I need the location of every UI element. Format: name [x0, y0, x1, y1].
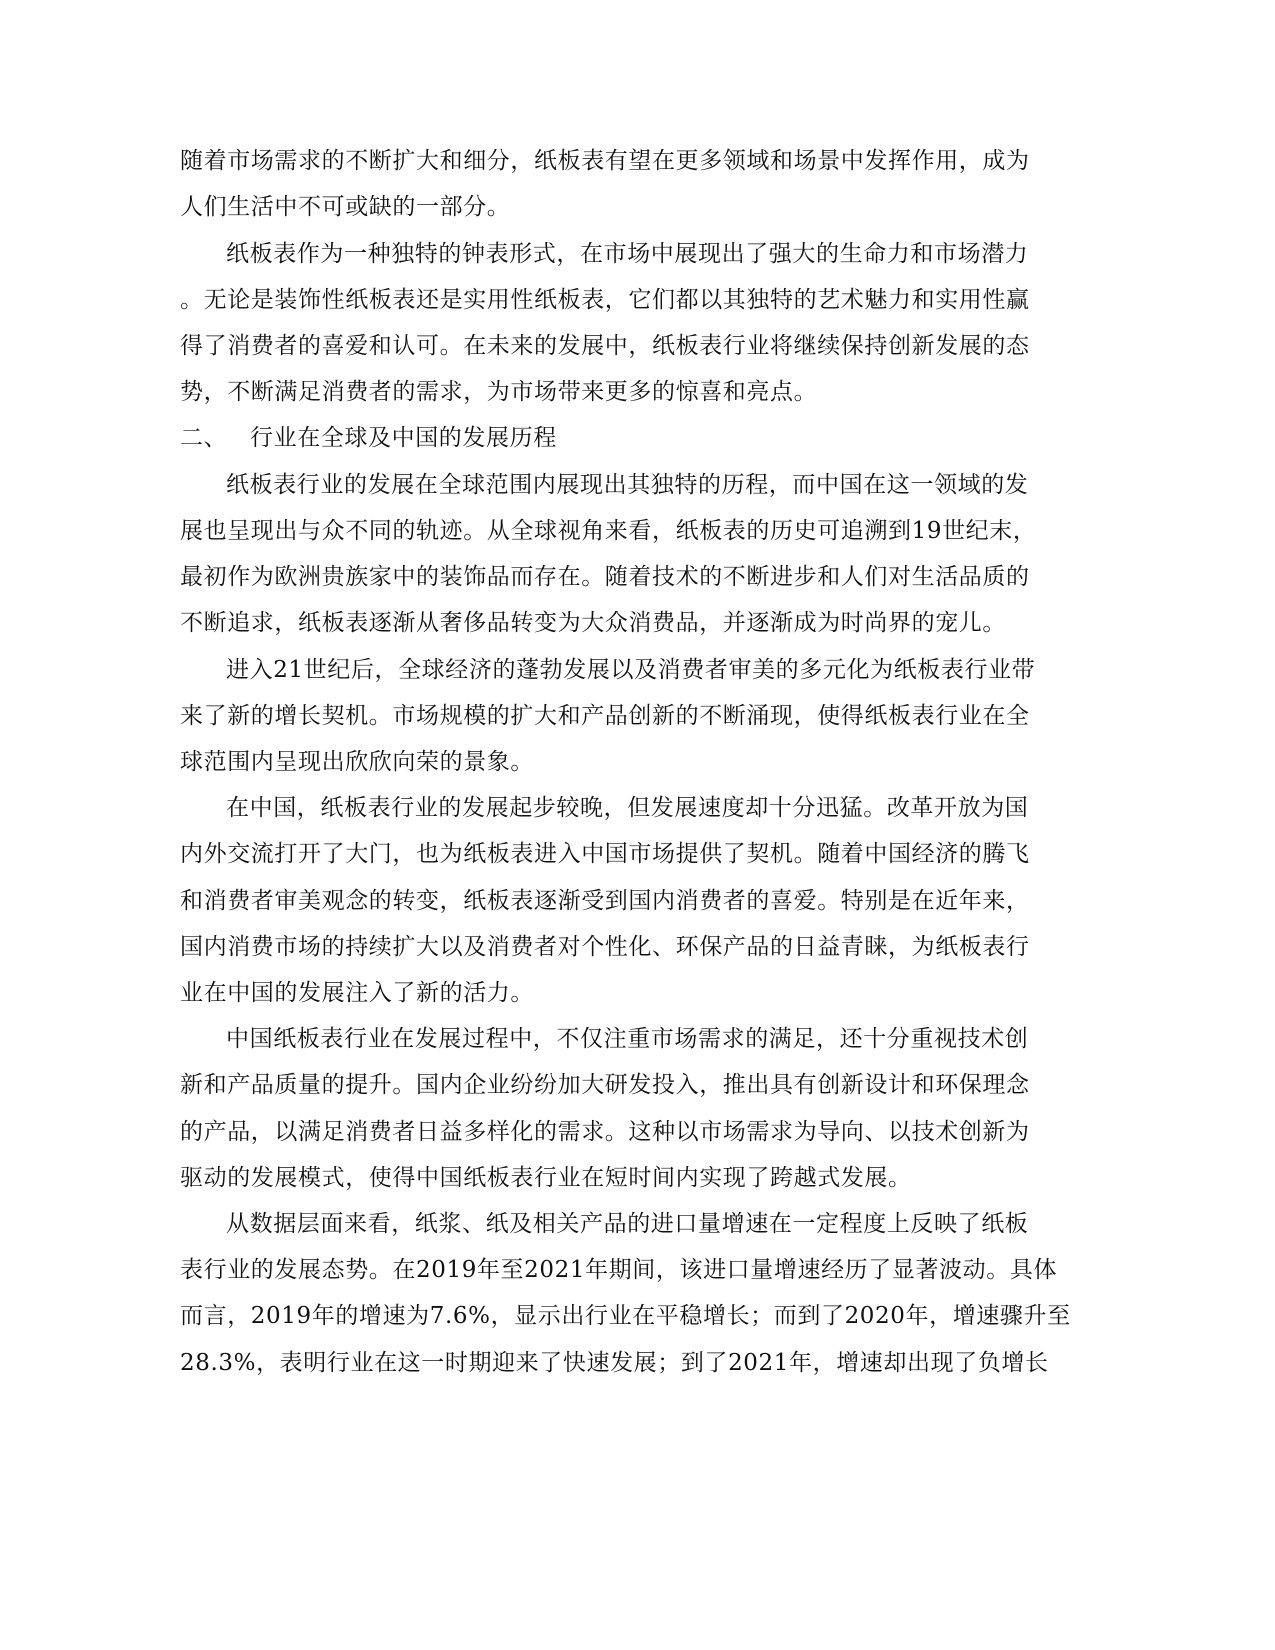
paragraph-3-line-3: 最初作为欧洲贵族家中的装饰品而存在。随着技术的不断进步和人们对生活品质的: [180, 564, 1030, 590]
paragraph-6-line-1: 中国纸板表行业在发展过程中，不仅注重市场需求的满足，还十分重视技术创: [226, 1026, 1029, 1052]
paragraph-7-line-4: 28.3%，表明行业在这一时期迎来了快速发展；到了2021年，增速却出现了负增长: [180, 1350, 1049, 1376]
paragraph-2-line-2: 。无论是装饰性纸板表还是实用性纸板表，它们都以其独特的艺术魅力和实用性赢: [180, 287, 1030, 313]
paragraph-7-line-3: 而言，2019年的增速为7.6%，显示出行业在平稳增长；而到了2020年，增速骤升至: [180, 1303, 1071, 1329]
paragraph-1-line-2: 人们生活中不可或缺的一部分。: [180, 194, 511, 220]
paragraph-5-line-3: 和消费者审美观念的转变，纸板表逐渐受到国内消费者的喜爱。特别是在近年来，: [180, 888, 1030, 914]
paragraph-7-line-2: 表行业的发展态势。在2019年至2021年期间，该进口量增速经历了显著波动。具体: [180, 1257, 1058, 1283]
paragraph-5-line-4: 国内消费市场的持续扩大以及消费者对个性化、环保产品的日益青睐，为纸板表行: [180, 934, 1030, 960]
paragraph-5-line-1: 在中国，纸板表行业的发展起步较晚，但发展速度却十分迅猛。改革开放为国: [226, 795, 1029, 821]
paragraph-4-line-1: 进入21世纪后，全球经济的蓬勃发展以及消费者审美的多元化为纸板表行业带: [226, 657, 1036, 683]
paragraph-6-line-2: 新和产品质量的提升。国内企业纷纷加大研发投入，推出具有创新设计和环保理念: [180, 1072, 1030, 1098]
section-heading-title: 行业在全球及中国的发展历程: [250, 425, 557, 451]
paragraph-3-line-2: 展也呈现出与众不同的轨迹。从全球视角来看，纸板表的历史可追溯到19世纪末，: [180, 518, 1037, 544]
paragraph-2-line-1: 纸板表作为一种独特的钟表形式，在市场中展现出了强大的生命力和市场潜力: [226, 241, 1029, 267]
paragraph-7-line-1: 从数据层面来看，纸浆、纸及相关产品的进口量增速在一定程度上反映了纸板: [226, 1211, 1029, 1237]
paragraph-2-line-3: 得了消费者的喜爱和认可。在未来的发展中，纸板表行业将继续保持创新发展的态: [180, 333, 1030, 359]
paragraph-6-line-4: 驱动的发展模式，使得中国纸板表行业在短时间内实现了跨越式发展。: [180, 1165, 912, 1191]
paragraph-3-line-4: 不断追求，纸板表逐渐从奢侈品转变为大众消费品，并逐渐成为时尚界的宠儿。: [180, 610, 1006, 636]
paragraph-6-line-3: 的产品，以满足消费者日益多样化的需求。这种以市场需求为导向、以技术创新为: [180, 1119, 1030, 1145]
paragraph-5-line-5: 业在中国的发展注入了新的活力。: [180, 980, 534, 1006]
paragraph-3-line-1: 纸板表行业的发展在全球范围内展现出其独特的历程，而中国在这一领域的发: [226, 472, 1029, 498]
paragraph-1-line-1: 随着市场需求的不断扩大和细分，纸板表有望在更多领域和场景中发挥作用，成为: [180, 148, 1030, 174]
section-heading-number: 二、: [180, 425, 228, 451]
paragraph-2-line-4: 势，不断满足消费者的需求，为市场带来更多的惊喜和亮点。: [180, 379, 818, 405]
paragraph-4-line-3: 球范围内呈现出欣欣向荣的景象。: [180, 749, 534, 775]
paragraph-4-line-2: 来了新的增长契机。市场规模的扩大和产品创新的不断涌现，使得纸板表行业在全: [180, 703, 1030, 729]
paragraph-5-line-2: 内外交流打开了大门，也为纸板表进入中国市场提供了契机。随着中国经济的腾飞: [180, 841, 1030, 867]
